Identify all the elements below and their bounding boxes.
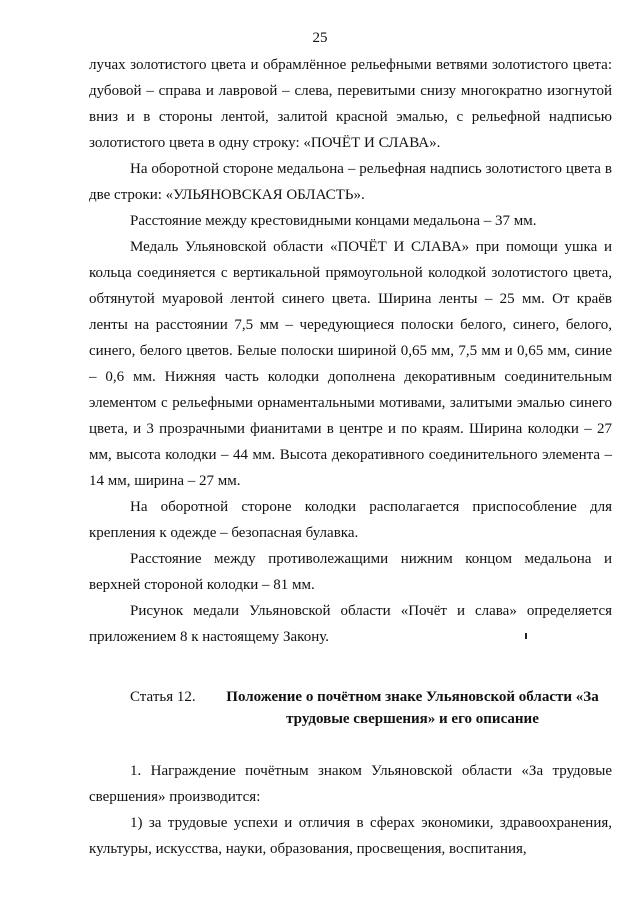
article-label: Статья 12. [130,689,196,705]
paragraph-award-item-1: 1) за трудовые успехи и отличия в сферах экономики, здравоохранения, культуры, искусства, науки, образования, просвещения, воспитания, [89,815,612,857]
article-heading [89,684,612,730]
paragraph-medallion-description: лучах золотистого цвета и обрамлённое рельефными ветвями золотистого цвета: дубовой – справа и лавровой – слева, перевитыми снизу многократно изогнутой вниз и в стороны лентой, залитой красной эмалью, с рельефной надписью золотистого цвета в одну строку: «ПОЧЁТ И СЛАВА». [89,57,612,151]
paragraph-distance: Расстояние между противолежащими нижним концом медальона и верхней стороной колодки – 81 мм. [89,551,612,593]
paragraph-pin: На оборотной стороне колодки располагается приспособление для крепления к одежде – безопасная булавка. [89,499,612,541]
paragraph-ribbon-block: Медаль Ульяновской области «ПОЧЁТ И СЛАВА» при помощи ушка и кольца соединяется с вертикальной прямоугольной колодкой золотистого цвета, обтянутой муаровой лентой синего цвета. Ширина ленты – 25 мм. От краёв ленты на расстоянии 7,5 мм – чередующиеся полоски белого, синего, белого, синего, белого цветов. Белые полоски шириной 0,65 мм, 7,5 мм и 0,65 мм, синие – 0,6 мм. Нижняя часть колодки дополнена декоративным соединительным элементом с рельефными орнаментальными мотивами, залитыми эмалью синего цвета, и 3 прозрачными фианитами в центре и по краям. Ширина колодки – 27 мм, высота колодки – 44 мм. Высота декоративного соединительного элемента – 14 мм, ширина – 27 мм. [89,239,612,489]
page-number: 25 [312,30,328,46]
paragraph-medallion-size: Расстояние между крестовидными концами медальона – 37 мм. [130,213,537,229]
document-body [89,52,612,862]
scan-speck [525,633,527,639]
paragraph-award-intro: 1. Награждение почётным знаком Ульяновской области «За трудовые свершения» производится: [89,763,612,805]
paragraph-reverse-side: На оборотной стороне медальона – рельефная надпись золотистого цвета в две строки: «УЛЬЯНОВСКАЯ ОБЛАСТЬ». [89,161,612,203]
article-title: Положение о почётном знаке Ульяновской области «За трудовые свершения» и его описание [226,689,599,727]
paragraph-drawing-reference: Рисунок медали Ульяновской области «Почёт и слава» определяется приложением 8 к настоящему Закону. [89,603,612,645]
